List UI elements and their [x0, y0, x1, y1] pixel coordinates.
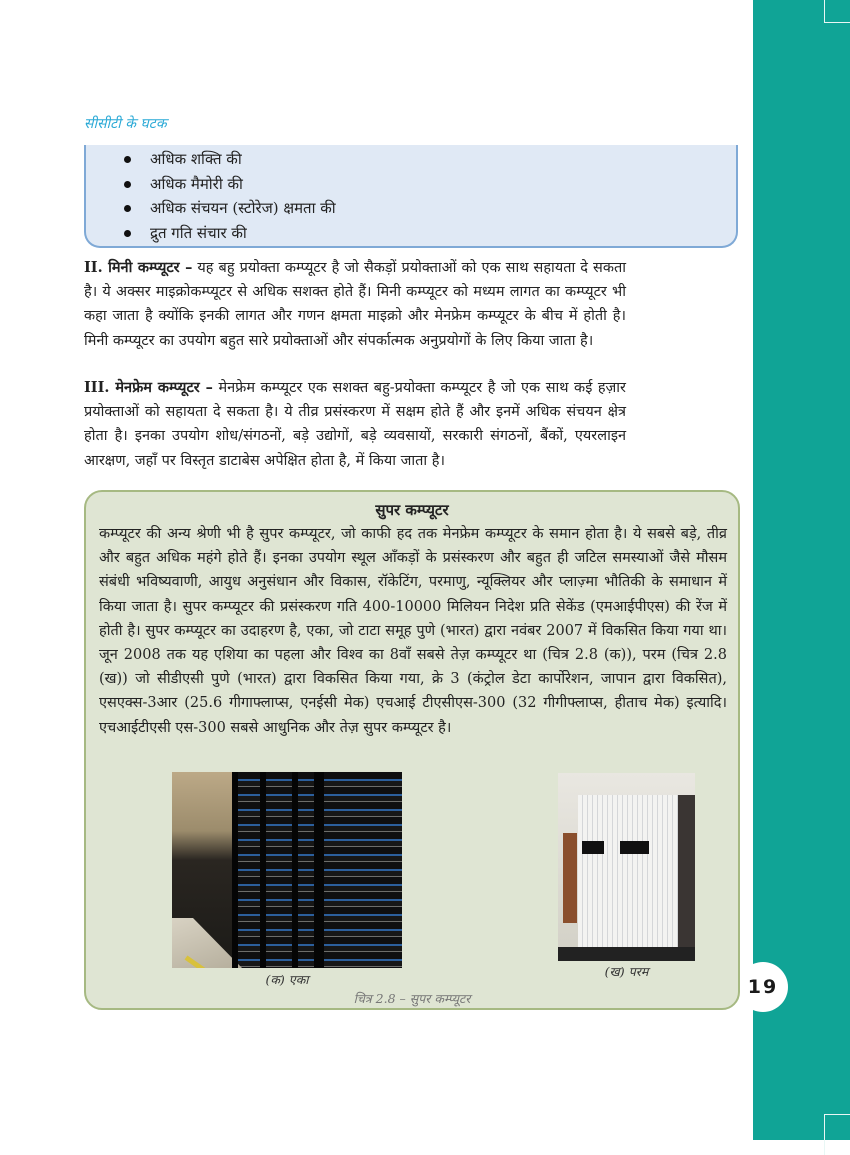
term-mainframe-computer: III. मेनफ्रेम कम्प्यूटर – — [84, 379, 213, 396]
rack-divider — [260, 772, 266, 968]
paragraph-mini-computer — [84, 256, 626, 353]
crop-mark-top — [824, 0, 850, 23]
bullet-item — [124, 196, 736, 221]
bullet-icon — [124, 181, 131, 188]
page-number: 19 — [738, 962, 788, 1012]
text-mini-computer: यह बहु प्रयोक्ता कम्प्यूटर है जो सैकड़ों प्रयोक्ताओं को एक साथ सहायता दे सकता है। ये अक्सर माइक्रोकम्प्यूटर से अधिक सशक्त होते हैं। मिनी कम्प्यूटर को मध्यम लागत का कम्प्यूटर भी कहा जाता है क्योंकि इनकी लागत और गणन क्षमता माइक्रो और मेनफ्रेम कम्प्यूटर के बीच में होती है। मिनी कम्प्यूटर का उपयोग बहुत सारे प्रयोक्ताओं और संपर्कात्मक अनुप्रयोगों के लिए किया जाता है। — [84, 260, 626, 349]
bullet-icon — [124, 230, 131, 237]
running-header: सीसीटी के घटक — [84, 116, 167, 132]
image-door — [563, 833, 577, 923]
eka-caption: (क) एका — [265, 972, 309, 987]
bullet-list — [124, 147, 736, 245]
figure-caption: चित्र 2.8 – सुपर कम्प्यूटर — [353, 991, 471, 1006]
bullet-text: अधिक संचयन (स्टोरेज) क्षमता की — [150, 199, 336, 217]
image-cabinet — [578, 795, 695, 947]
rack-divider — [232, 772, 238, 968]
param-supercomputer-image — [558, 773, 695, 961]
image-panel — [620, 841, 649, 854]
image-panel — [582, 841, 604, 854]
super-computer-box — [84, 490, 740, 1010]
bullet-item — [124, 147, 736, 172]
bullet-text: द्रुत गति संचार की — [150, 223, 247, 242]
bullet-item — [124, 221, 736, 246]
bullet-icon — [124, 156, 131, 163]
rack-divider — [292, 772, 298, 968]
bullet-box — [84, 145, 738, 248]
paragraph-mainframe-computer — [84, 376, 626, 473]
crop-mark-bottom — [824, 1114, 850, 1155]
text-mainframe-computer: मेनफ्रेम कम्प्यूटर एक सशक्त बहु-प्रयोक्ता कम्प्यूटर है जो एक साथ कई हज़ार प्रयोक्ताओं को सहायता दे सकता है। ये तीव्र प्रसंस्करण में सक्षम होते हैं और इनमें अधिक संचयन क्षेत्र होता है। इनका उपयोग शोध/संगठनों, बड़े उद्योगों, बड़े व्यवसायों, सरकारी संगठनों, बैंकों, एयरलाइन आरक्षण, जहाँ पर विस्तृत डाटाबेस अपेक्षित होता है, में किया जाता है। — [84, 380, 626, 469]
super-computer-title: सुपर कम्प्यूटर — [375, 501, 449, 519]
bullet-item — [124, 172, 736, 197]
term-mini-computer: II. मिनी कम्प्यूटर – — [84, 259, 193, 276]
bullet-text: अधिक शक्ति की — [150, 150, 242, 168]
bullet-icon — [124, 205, 131, 212]
eka-supercomputer-image — [172, 772, 402, 968]
rack-divider — [314, 772, 324, 968]
param-caption: (ख) परम — [604, 964, 649, 979]
image-base — [558, 947, 695, 961]
super-computer-text: कम्प्यूटर की अन्य श्रेणी भी है सुपर कम्प्यूटर, जो काफी हद तक मेनफ्रेम कम्प्यूटर के समान होता है। ये सबसे बड़े, तीव्र और बहुत अधिक महंगे होते हैं। इनका उपयोग स्थूल आँकड़ों के प्रसंस्करण और बहुत ही जटिल समस्याओं जैसे मौसम संबंधी भविष्यवाणी, आयुध अनुसंधान और विकास, रॉकेटिंग, परमाणु, न्यूक्लियर और प्लाज़्मा भौतिकी के समाधान में किया जाता है। सुपर कम्प्यूटर की प्रसंस्करण गति 400-10000 मिलियन निदेश प्रति सेकेंड (एमआईपीएस) की रेंज में होती है। सुपर कम्प्यूटर का उदाहरण है, एका, जो टाटा समूह पुणे (भारत) द्वारा नवंबर 2007 में विकसित किया गया था। जून 2008 तक यह एशिया का पहला और विश्व का 8वाँ सबसे तेज़ कम्प्यूटर था (चित्र 2.8 (क)), परम (चित्र 2.8 (ख)) जो सीडीएसी पुणे (भारत) द्वारा विकसित किया गया, क्रे 3 (कंट्रोल डेटा कार्पोरेशन, जापान द्वारा विकसित), एसएक्स-3आर (25.6 गीगाफ्लाप्स, एनईसी मेक) एचआई टीएसीएस-300 (32 गीगीफ्लाप्स, हीताच मेक) इत्यादि। एचआईटीएसी एस-300 सबसे आधुनिक और तेज़ सुपर कम्प्यूटर है। — [99, 526, 727, 736]
bullet-text: अधिक मैमोरी की — [150, 174, 243, 193]
